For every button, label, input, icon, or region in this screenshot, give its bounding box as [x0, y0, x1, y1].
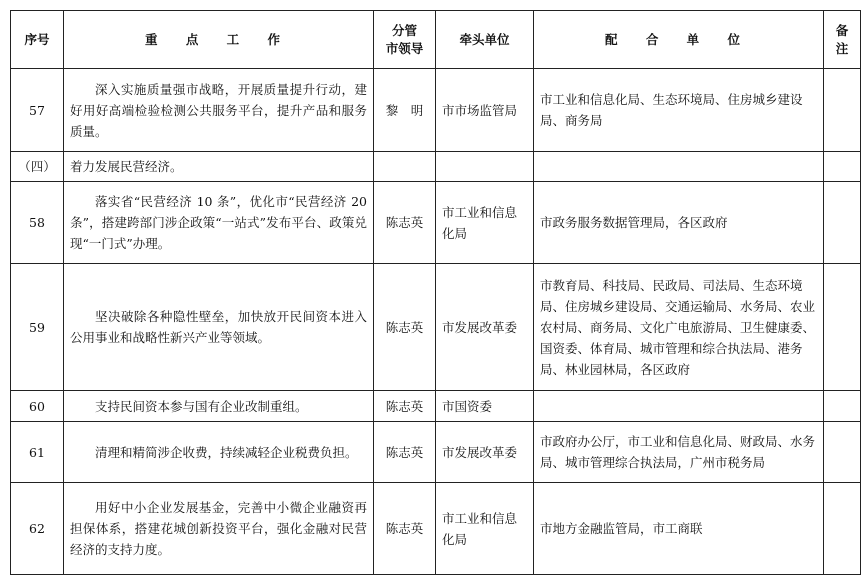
row-task: 落实省“民营经济 10 条”，优化市“民营经济 20 条”，搭建跨部门涉企政策“一站式”发布平台、政策兑现“一门式”办理。 [64, 182, 374, 264]
header-coop-units-label: 配 合 单 位 [604, 31, 753, 47]
work-plan-table [10, 10, 861, 575]
row-coop-units: 市地方金融监管局，市工商联 [534, 483, 824, 575]
row-task: 坚决破除各种隐性壁垒，加快放开民间资本进入公用事业和战略性新兴产业等领域。 [64, 264, 374, 391]
row-task: 清理和精简涉企收费，持续减轻企业税费负担。 [64, 422, 374, 483]
row-coop-units [534, 391, 824, 422]
header-coop-units [534, 11, 824, 69]
row-leader: 陈志英 [374, 422, 436, 483]
row-leader: 黎 明 [374, 69, 436, 152]
row-no: 61 [11, 422, 64, 483]
row-no: 60 [11, 391, 64, 422]
header-lead-unit: 牵头单位 [436, 11, 534, 69]
row-remark [824, 69, 861, 152]
row-lead-unit: 市发展改革委 [436, 422, 534, 483]
header-task-label: 重 点 工 作 [144, 31, 293, 47]
row-leader: 陈志英 [374, 483, 436, 575]
table-row [11, 264, 861, 391]
header-leader [374, 11, 436, 69]
work-plan-table-frame [10, 10, 860, 575]
row-no: 62 [11, 483, 64, 575]
row-lead-unit: 市发展改革委 [436, 264, 534, 391]
header-leader-line2: 市领导 [385, 40, 424, 56]
header-remark: 备注 [824, 11, 861, 69]
row-remark [824, 483, 861, 575]
table-row [11, 182, 861, 264]
row-remark [824, 391, 861, 422]
section-no: （四） [11, 152, 64, 182]
header-task [64, 11, 374, 69]
row-coop-units: 市政务服务数据管理局，各区政府 [534, 182, 824, 264]
row-task: 用好中小企业发展基金，完善中小微企业融资再担保体系，搭建花城创新投资平台，强化金融对民营经济的支持力度。 [64, 483, 374, 575]
header-leader-line1: 分管 [391, 22, 417, 38]
row-no: 58 [11, 182, 64, 264]
table-row [11, 422, 861, 483]
row-remark [824, 182, 861, 264]
row-remark [824, 422, 861, 483]
row-coop-units: 市工业和信息化局、生态环境局、住房城乡建设局、商务局 [534, 69, 824, 152]
table-row [11, 69, 861, 152]
row-lead-unit: 市国资委 [436, 391, 534, 422]
row-leader [374, 152, 436, 182]
row-no: 59 [11, 264, 64, 391]
section-title: 着力发展民营经济。 [64, 152, 374, 182]
row-task: 支持民间资本参与国有企业改制重组。 [64, 391, 374, 422]
row-leader: 陈志英 [374, 264, 436, 391]
row-lead-unit: 市工业和信息化局 [436, 182, 534, 264]
row-task: 深入实施质量强市战略，开展质量提升行动，建好用好高端检验检测公共服务平台，提升产品和服务质量。 [64, 69, 374, 152]
table-row [11, 483, 861, 575]
row-remark [824, 264, 861, 391]
header-no: 序号 [11, 11, 64, 69]
row-lead-unit: 市市场监管局 [436, 69, 534, 152]
row-coop-units [534, 152, 824, 182]
row-coop-units: 市教育局、科技局、民政局、司法局、生态环境局、住房城乡建设局、交通运输局、水务局、农业农村局、商务局、文化广电旅游局、卫生健康委、国资委、体育局、城市管理和综合执法局、港务局、林业园林局，各区政府 [534, 264, 824, 391]
section-row [11, 152, 861, 182]
table-row [11, 391, 861, 422]
row-leader: 陈志英 [374, 391, 436, 422]
header-row [11, 11, 861, 69]
row-lead-unit: 市工业和信息化局 [436, 483, 534, 575]
row-no: 57 [11, 69, 64, 152]
row-coop-units: 市政府办公厅，市工业和信息化局、财政局、水务局、城市管理综合执法局，广州市税务局 [534, 422, 824, 483]
row-remark [824, 152, 861, 182]
row-lead-unit [436, 152, 534, 182]
row-leader: 陈志英 [374, 182, 436, 264]
